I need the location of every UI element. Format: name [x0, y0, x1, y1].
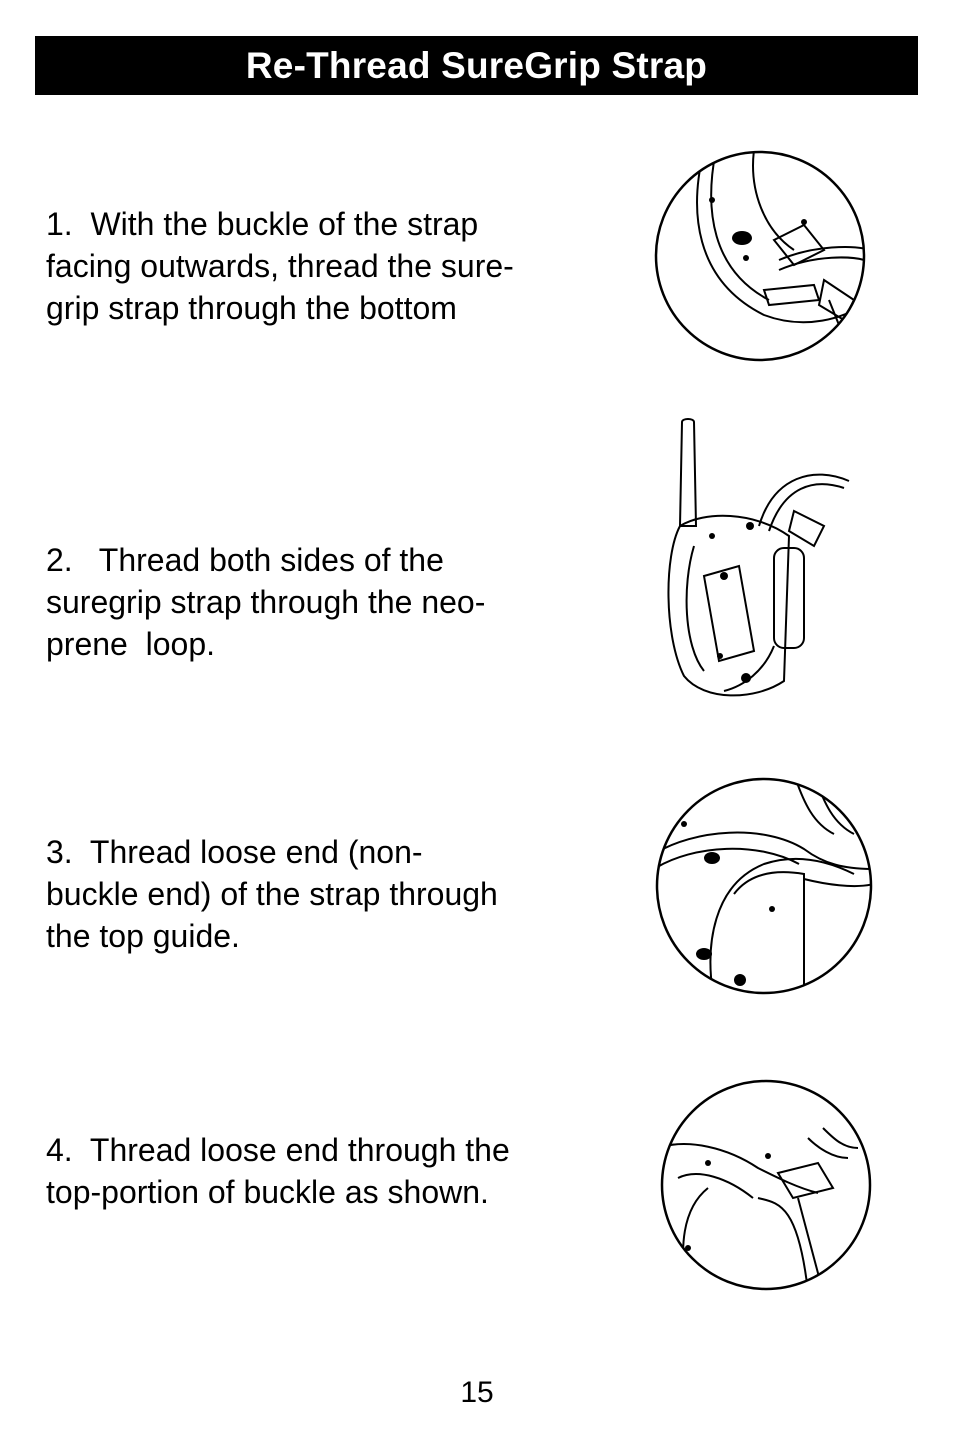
- collar-top-guide-illustration: [654, 774, 874, 1000]
- step-3-text: 3. Thread loose end (non- buckle end) of the strap through the top guide.: [46, 834, 498, 954]
- collar-buckle-top-illustration: [658, 1078, 874, 1292]
- collar-neoprene-loop-illustration: [664, 416, 854, 702]
- step-2-text: 2. Thread both sides of the suregrip strap through the neo- prene loop.: [46, 542, 486, 662]
- step-4-text: 4. Thread loose end through the top-portion of buckle as shown.: [46, 1132, 510, 1210]
- page-number: 15: [460, 1376, 494, 1409]
- collar-bottom-thread-illustration: [654, 150, 870, 364]
- step-1-text: 1. With the buckle of the strap facing outwards, thread the sure- grip strap through the bottom: [46, 206, 514, 326]
- page-title: Re-Thread SureGrip Strap: [245, 44, 708, 86]
- title-bar: [35, 36, 918, 95]
